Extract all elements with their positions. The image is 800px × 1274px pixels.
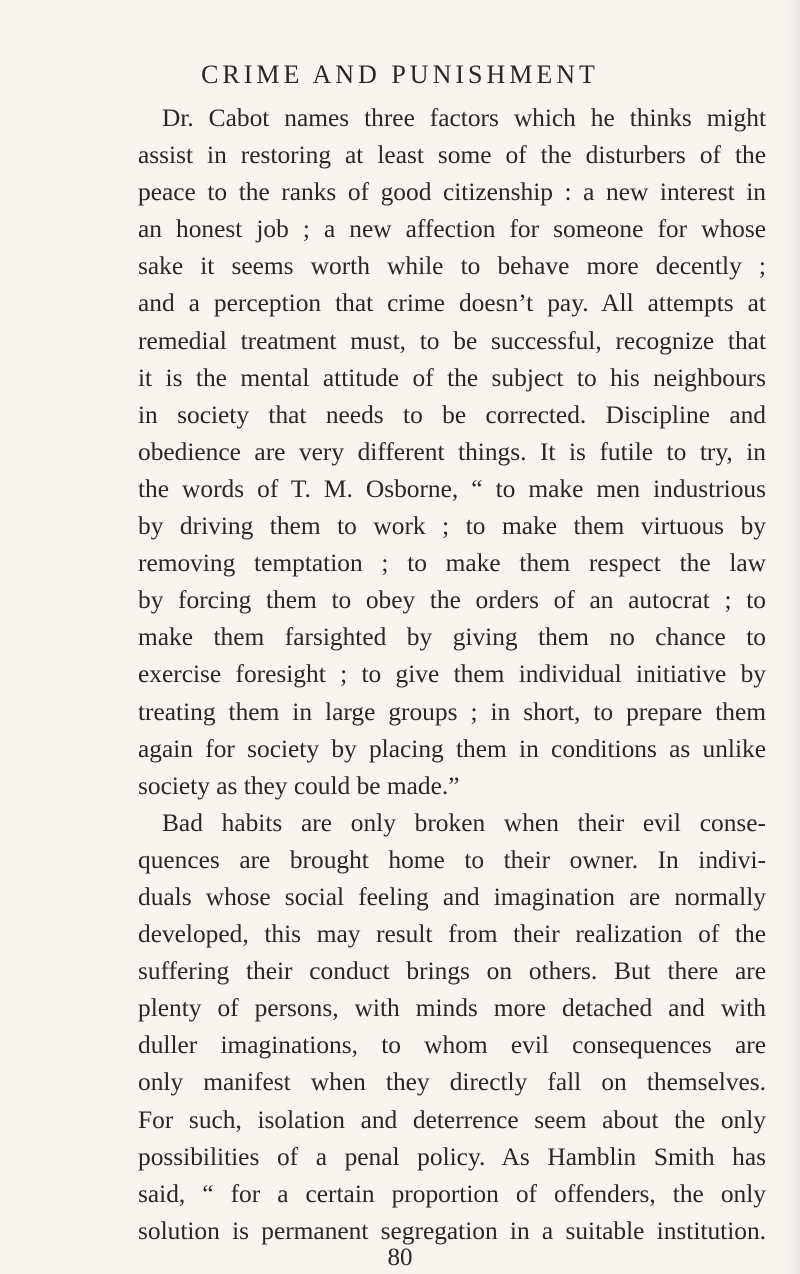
text-line: quences are brought home to their owner. In indivi- xyxy=(138,845,766,874)
text-line: only manifest when they directly fall on themselves. xyxy=(138,1068,766,1097)
text-line: suffering their conduct brings on others. But there are xyxy=(138,957,766,986)
text-line: make them farsighted by giving them no chance to xyxy=(138,623,766,652)
text-line: For such, isolation and deterrence seem about the only xyxy=(138,1105,766,1134)
text-line: again for society by placing them in conditions as unlike xyxy=(138,734,766,763)
body-text xyxy=(138,100,766,1250)
text-line: duals whose social feeling and imagination are normally xyxy=(138,882,766,911)
text-line: duller imaginations, to whom evil consequences are xyxy=(138,1031,766,1060)
text-line: developed, this may result from their realization of the xyxy=(138,920,766,949)
text-line: in society that needs to be corrected. Discipline and xyxy=(138,400,766,429)
text-line: remedial treatment must, to be successful, recognize that xyxy=(138,326,766,355)
text-line: an honest job ; a new affection for someone for whose xyxy=(138,215,766,244)
text-line: the words of T. M. Osborne, “ to make men industrious xyxy=(138,474,766,503)
text-line: obedience are very different things. It is futile to try, in xyxy=(138,437,766,466)
text-line: peace to the ranks of good citizenship : a new interest in xyxy=(138,178,766,207)
text-line: sake it seems worth while to behave more decently ; xyxy=(138,252,766,281)
text-line: plenty of persons, with minds more detached and with xyxy=(138,994,766,1023)
paragraph-2 xyxy=(138,805,766,1250)
paragraph-1 xyxy=(138,100,766,805)
text-line: solution is permanent segregation in a suitable institution. xyxy=(138,1216,766,1245)
text-line: Bad habits are only broken when their evil conse- xyxy=(162,808,766,837)
text-line: possibilities of a penal policy. As Hamblin Smith has xyxy=(138,1142,766,1171)
text-line: society as they could be made.” xyxy=(138,771,460,800)
text-line: Dr. Cabot names three factors which he thinks might xyxy=(162,104,766,132)
text-line: removing temptation ; to make them respect the law xyxy=(138,549,766,578)
text-line: by driving them to work ; to make them virtuous by xyxy=(138,512,766,541)
text-line: treating them in large groups ; in short, to prepare them xyxy=(138,697,766,726)
page-edge-shadow xyxy=(786,0,800,1274)
text-line: said, “ for a certain proportion of offenders, the only xyxy=(138,1179,766,1208)
text-line: assist in restoring at least some of the disturbers of the xyxy=(138,141,766,170)
text-line: exercise foresight ; to give them individual initiative by xyxy=(138,660,766,689)
text-line: it is the mental attitude of the subject to his neighbours xyxy=(138,363,766,392)
page-number: 80 xyxy=(387,1244,413,1271)
running-head: CRIME AND PUNISHMENT xyxy=(201,60,599,89)
text-line: by forcing them to obey the orders of an autocrat ; to xyxy=(138,586,766,615)
text-line: and a perception that crime doesn’t pay. All attempts at xyxy=(138,289,766,318)
